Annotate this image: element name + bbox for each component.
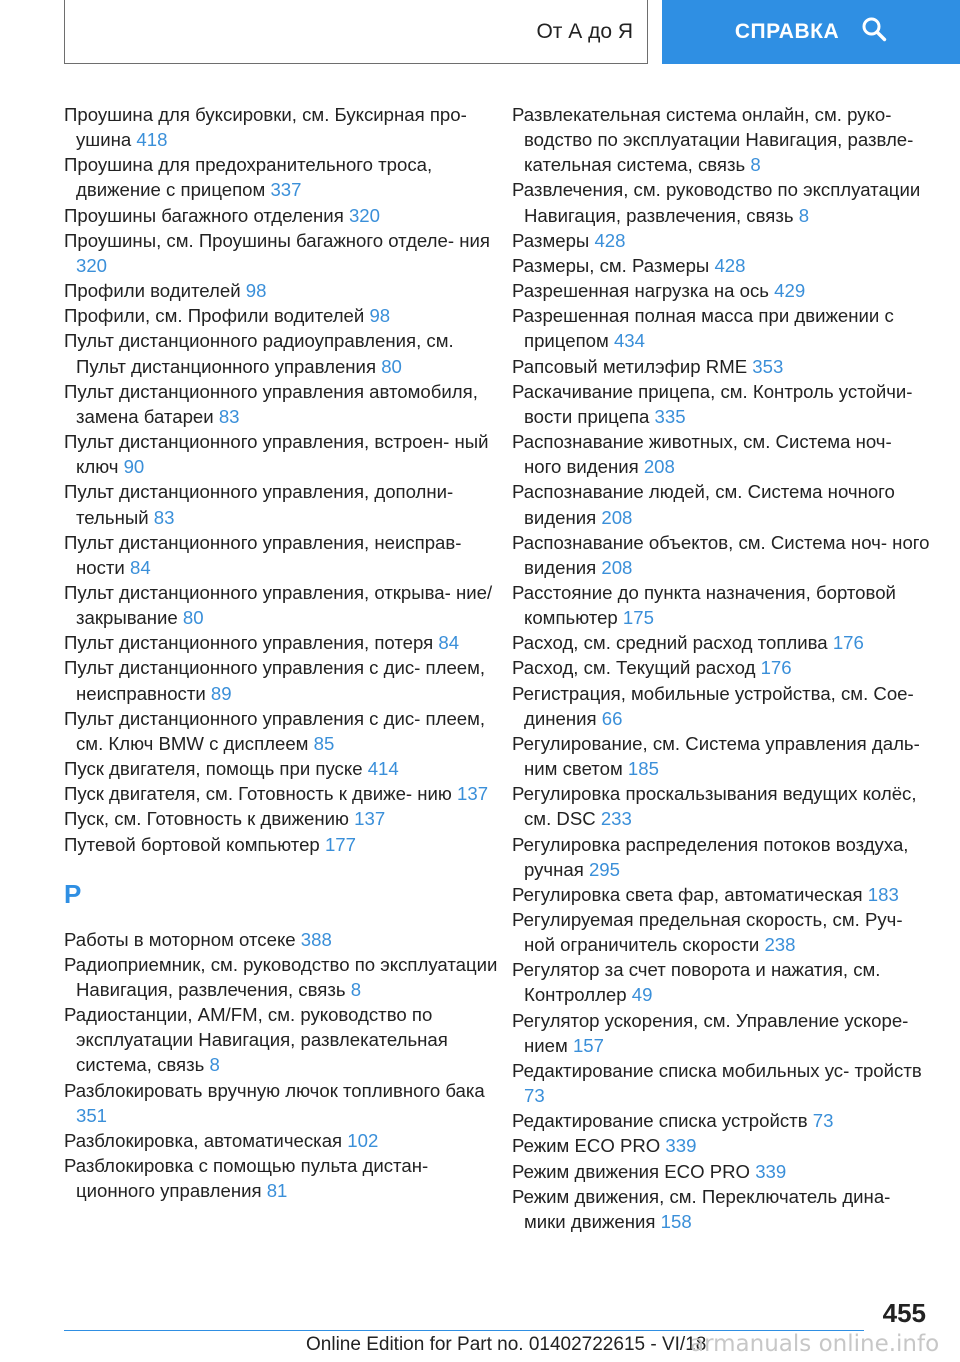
index-entry [512, 907, 932, 957]
index-entry-text: Пульт дистанционного управления с дис- плеем, неисправности [64, 657, 486, 704]
index-entry-text: Регулировка света фар, автоматическая [512, 883, 863, 905]
index-entry-text: Профили, см. Профили водителей [64, 305, 365, 327]
index-entry [64, 580, 504, 630]
page-link[interactable]: 8 [350, 979, 362, 1000]
page-link[interactable]: 49 [631, 984, 653, 1006]
index-entry-text: Пульт дистанционного управления, встроен- ный ключ [64, 431, 489, 478]
index-entry-text: Развлекательная система онлайн, см. руко- водство по эксплуатации Навигация, развле- кательная система, связь [512, 104, 914, 176]
page-link[interactable]: 98 [369, 305, 391, 327]
tab-a-to-z-label: От А до Я [536, 19, 633, 43]
page-link[interactable]: 83 [153, 506, 175, 528]
index-entry-text: Разрешенная полная масса при движении с прицепом [512, 305, 894, 352]
index-entry [64, 1078, 504, 1128]
index-entry [64, 832, 504, 857]
page-link[interactable]: 320 [348, 204, 380, 226]
index-entry [512, 681, 932, 731]
index-entry [512, 1159, 932, 1184]
page-link[interactable]: 176 [760, 657, 792, 679]
index-entry [512, 479, 932, 529]
page-link[interactable]: 137 [354, 808, 386, 830]
tab-reference-label: СПРАВКА [734, 20, 840, 43]
page-link[interactable]: 238 [764, 934, 796, 956]
edition-note: Online Edition for Part no. 01402722615 - VI/18 [306, 1334, 707, 1355]
index-entry [512, 957, 932, 1007]
index-entry-text: Пульт дистанционного управления, потеря [64, 632, 434, 654]
index-entry-text: Разблокировать вручную лючок топливного бака [64, 1079, 485, 1101]
index-entry-text: Редактирование списка мобильных ус- тройств [512, 1059, 922, 1081]
index-entry-text: Проушина для буксировки, см. Буксирная про- ушина [64, 104, 467, 151]
index-entry-text: Пульт дистанционного управления, неисправ- ности [64, 531, 462, 578]
index-entry [64, 806, 504, 831]
index-entry [64, 228, 504, 278]
index-list-r-continued [512, 102, 932, 1234]
index-entry [512, 253, 932, 278]
page-link[interactable]: 73 [524, 1085, 545, 1107]
page-link[interactable]: 295 [588, 858, 620, 880]
index-entry [512, 655, 932, 680]
page-link[interactable]: 158 [660, 1210, 692, 1232]
page-link[interactable]: 84 [129, 556, 151, 578]
index-entry [512, 228, 932, 253]
index-entry [512, 102, 932, 177]
index-entry-text: Разблокировка с помощью пульта дистан- ционного управления [64, 1155, 429, 1202]
index-entry [64, 781, 504, 806]
index-entry [512, 832, 932, 882]
index-list-r [64, 927, 504, 1204]
index-entry [64, 1128, 504, 1153]
page-link[interactable]: 208 [601, 506, 633, 528]
index-column-right [512, 102, 932, 1234]
index-entry [64, 706, 504, 756]
index-entry-text: Разрешенная нагрузка на ось [512, 280, 769, 302]
index-entry [64, 203, 504, 228]
page-link[interactable]: 176 [832, 632, 864, 654]
index-entry [512, 1108, 932, 1133]
index-entry-text: Пульт дистанционного управления, дополни- тельный [64, 481, 454, 528]
index-entry [512, 379, 932, 429]
index-entry [512, 1133, 932, 1158]
page-link[interactable]: 351 [76, 1104, 108, 1126]
index-entry [64, 1002, 504, 1077]
index-entry [512, 630, 932, 655]
page-link[interactable]: 233 [600, 808, 632, 830]
page-link[interactable]: 183 [867, 883, 899, 905]
index-entry [512, 731, 932, 781]
page-number: 455 [882, 1298, 926, 1328]
page-link[interactable]: 98 [245, 280, 267, 302]
index-entry-text: Проушины, см. Проушины багажного отделе- ния [64, 229, 490, 251]
index-entry [512, 278, 932, 303]
watermark-logo: armanuals online.info [690, 1331, 940, 1357]
index-entry [512, 1008, 932, 1058]
index-entry [64, 630, 504, 655]
index-entry [512, 580, 932, 630]
page-link[interactable]: 90 [123, 456, 145, 478]
index-entry [512, 354, 932, 379]
page-link[interactable]: 84 [438, 632, 460, 654]
index-entry [512, 530, 932, 580]
page-link[interactable]: 335 [654, 405, 686, 427]
index-entry-text: Размеры [512, 229, 590, 251]
page-link[interactable]: 8 [750, 154, 761, 176]
index-entry [64, 530, 504, 580]
page-link[interactable]: 185 [627, 758, 659, 780]
tab-reference[interactable] [662, 0, 960, 64]
index-entry [64, 479, 504, 529]
page-link[interactable]: 337 [270, 179, 302, 201]
page-link[interactable]: 418 [136, 129, 168, 151]
index-entry [64, 1153, 504, 1203]
index-entry-text: Рапсовый метилэфир RME [512, 355, 748, 377]
index-entry-text: Расход, см. Текущий расход [512, 657, 756, 679]
search-icon[interactable] [861, 16, 887, 48]
index-entry [64, 379, 504, 429]
index-entry-text: Профили водителей [64, 280, 241, 302]
index-entry-text: Режим ECO PRO [512, 1135, 661, 1157]
index-entry-text: Регулируемая предельная скорость, см. Руч- ной ограничитель скорости [512, 909, 903, 956]
index-entry-text: Расход, см. средний расход топлива [512, 632, 828, 654]
index-entry-text: Радиостанции, AM/FM, см. руководство по эксплуатации Навигация, развлекательная система, связь [64, 1004, 448, 1076]
index-entry [64, 303, 504, 328]
page-link[interactable]: 80 [182, 607, 204, 629]
index-entry-text: Радиоприемник, см. руководство по эксплуатации Навигация, развлечения, связь [64, 953, 498, 1000]
page-link[interactable]: 339 [755, 1160, 787, 1182]
index-entry-text: Проушины багажного отделения [64, 204, 344, 226]
index-entry [64, 152, 504, 202]
index-entry [512, 1058, 932, 1108]
page-link[interactable]: 339 [665, 1135, 697, 1157]
index-entry-text: Регулятор ускорения, см. Управление ускоре- нием [512, 1009, 909, 1056]
page-link[interactable]: 208 [643, 456, 675, 478]
page-link[interactable]: 434 [613, 330, 645, 352]
index-entry [64, 328, 504, 378]
page-link[interactable]: 80 [381, 355, 402, 377]
page-link[interactable]: 83 [218, 405, 240, 427]
page-link[interactable]: 175 [622, 607, 654, 629]
page-link[interactable]: 320 [76, 254, 108, 276]
index-entry-text: Пуск, см. Готовность к движению [64, 808, 349, 830]
index-entry-text: Разблокировка, автоматическая [64, 1129, 343, 1151]
index-entry-text: Пульт дистанционного радиоуправления, см. Пульт дистанционного управления [64, 330, 454, 377]
index-entry-text: Пульт дистанционного управления, открыва- ние/закрывание [64, 581, 493, 629]
index-entry [512, 177, 932, 227]
index-entry [512, 429, 932, 479]
index-entry [512, 882, 932, 907]
index-entry-text: Режим движения, см. Переключатель дина- мики движения [512, 1185, 891, 1232]
page-link[interactable]: 353 [752, 355, 784, 377]
page-link[interactable]: 428 [714, 254, 746, 276]
page-link[interactable]: 177 [324, 833, 356, 855]
page-link[interactable]: 81 [266, 1180, 288, 1202]
page-link[interactable]: 102 [347, 1129, 379, 1151]
page-link[interactable]: 89 [210, 682, 232, 704]
page-link[interactable]: 208 [601, 556, 633, 578]
index-column-left [64, 102, 504, 1203]
index-entry-text: Пульт дистанционного управления с дис- плеем, см. Ключ BMW с дисплеем [64, 707, 486, 754]
index-entry-text: Регулирование, см. Система управления даль- ним светом [512, 732, 920, 780]
index-entry-text: Расстояние до пункта назначения, бортовой компьютер [512, 581, 896, 629]
index-entry-text: Регулятор за счет поворота и нажатия, см. Контроллер [512, 959, 881, 1006]
index-entry-text: Развлечения, см. руководство по эксплуатации Навигация, развлечения, связь [512, 179, 921, 226]
index-entry-text: Регулировка проскальзывания ведущих колёс, см. DSC [512, 783, 917, 830]
index-entry [64, 952, 504, 1002]
index-entry [512, 781, 932, 831]
page-link[interactable]: 8 [798, 204, 810, 226]
index-entry-text: Режим движения ECO PRO [512, 1160, 751, 1182]
page-link[interactable]: 157 [572, 1034, 604, 1056]
index-entry-text: Размеры, см. Размеры [512, 254, 710, 276]
index-entry-text: Пуск двигателя, помощь при пуске [64, 758, 363, 780]
index-entry-text: Регулировка распределения потоков воздуха, ручная [512, 833, 909, 880]
index-entry-text: Распознавание животных, см. Система ноч- ного видения [512, 431, 892, 478]
page-link[interactable]: 66 [601, 707, 623, 729]
page-link[interactable]: 414 [367, 758, 399, 780]
index-entry-text: Регистрация, мобильные устройства, см. Сое- динения [512, 682, 914, 729]
index-list-p [64, 102, 504, 857]
index-entry-text: Пульт дистанционного управления автомобиля, замена батареи [64, 380, 478, 427]
index-entry [64, 655, 504, 705]
page-link[interactable]: 429 [774, 280, 806, 302]
index-entry-text: Распознавание людей, см. Система ночного видения [512, 481, 895, 528]
index-entry-text: Путевой бортовой компьютер [64, 833, 320, 855]
page-link[interactable]: 388 [300, 928, 332, 950]
index-entry [64, 927, 504, 952]
index-entry-text: Раскачивание прицепа, см. Контроль устойчи- вости прицепа [512, 380, 913, 427]
page-link[interactable]: 8 [209, 1054, 220, 1076]
index-entry [64, 756, 504, 781]
index-entry-text: Работы в моторном отсеке [64, 928, 296, 950]
index-entry [64, 278, 504, 303]
index-entry [64, 102, 504, 152]
index-entry-text: Распознавание объектов, см. Система ноч- ного видения [512, 531, 930, 578]
page-link[interactable]: 85 [313, 732, 335, 754]
index-entry [512, 1184, 932, 1234]
index-entry [512, 303, 932, 353]
index-entry-text: Пуск двигателя, см. Готовность к движе- нию [64, 783, 452, 805]
index-entry [64, 429, 504, 479]
section-letter: Р [64, 878, 82, 909]
tab-a-to-z[interactable] [64, 0, 648, 64]
page-link[interactable]: 73 [812, 1110, 834, 1132]
page-link[interactable]: 428 [594, 229, 626, 251]
page-link[interactable]: 137 [457, 783, 489, 805]
index-entry-text: Редактирование списка устройств [512, 1110, 808, 1132]
index-entry-text: Проушина для предохранительного троса, движение с прицепом [64, 154, 433, 201]
